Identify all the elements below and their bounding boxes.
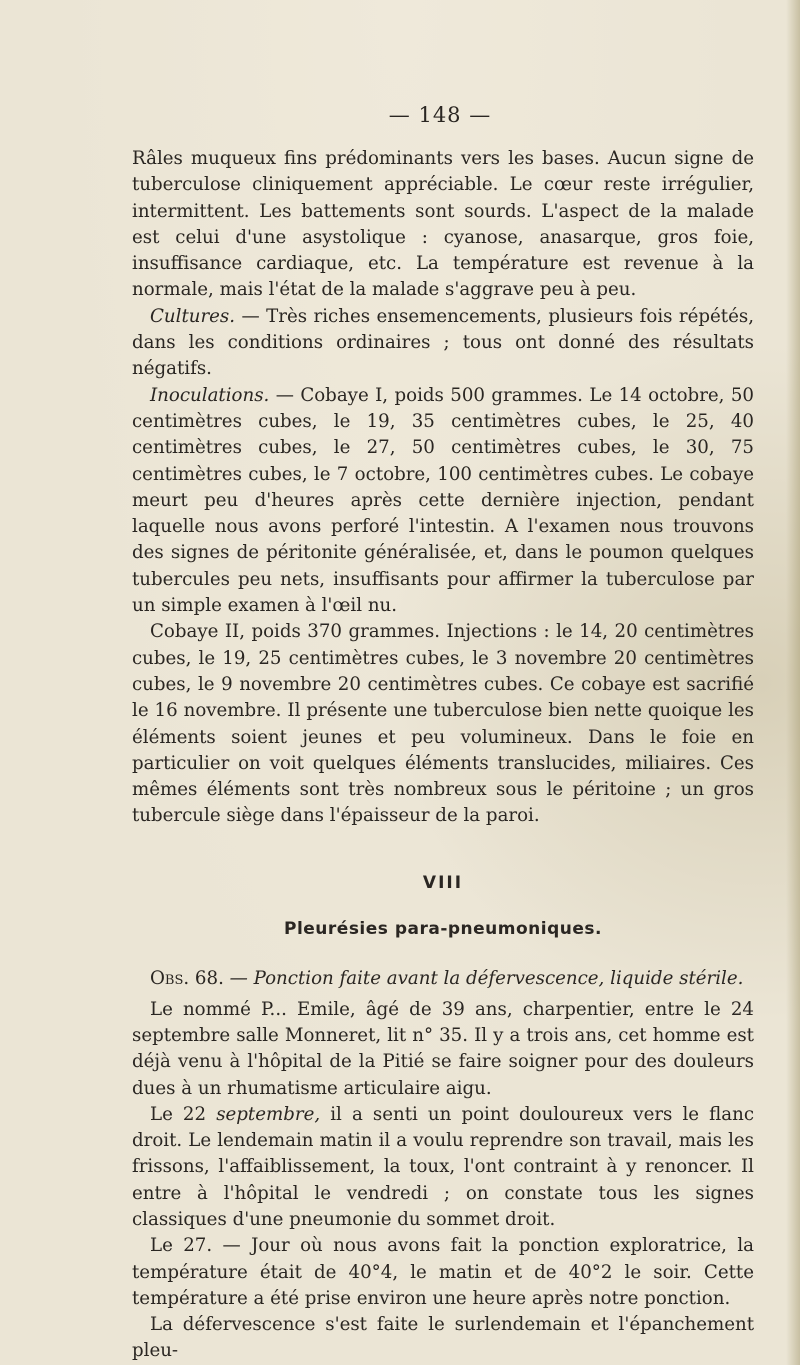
paragraph-lead: Inoculations.	[150, 384, 270, 406]
observation-label: Obs. 68.	[150, 968, 224, 990]
paragraph-lead: Cultures.	[150, 305, 236, 327]
page-number: — 148 —	[388, 103, 492, 127]
paragraph-body: — Cobaye I, poids 500 grammes. Le 14 octobre, 50 centimètres cubes, le 19, 35 centimètres cubes, le 25, 40 centimètres cubes, le 27, 50 centimètres cubes, le 30, 75 centimètres cubes, le 7 octobre, 100 centimètres cubes. Le cobaye meurt peu d'heures après cette dernière injection, pendant laquelle nous avons perforé l'intestin. A l'examen nous trouvons des signes de péritonite généralisée, et, dans le poumon quelques tubercules peu nets, insuffisants pour affirmer la tuberculose par un simple examen à l'œil nu.	[132, 384, 754, 617]
paragraph-cultures	[132, 304, 754, 383]
section-title: Pleurésies para-pneumoniques.	[283, 919, 602, 940]
observation-heading	[132, 966, 754, 992]
paragraph-lead: septembre,	[216, 1103, 321, 1125]
paragraph-le-27: Le 27. — Jour où nous avons fait la ponction exploratrice, la température était de 40°4, le matin et de 40°2 le soir. Cette température a été prise environ une heure après notre ponction.	[132, 1235, 754, 1309]
paragraph-body: — Très riches ensemencements, plusieurs fois répétés, dans les conditions ordinaires ; tous ont donné des résultats négatifs.	[132, 305, 754, 380]
observation-title: — Ponction faite avant la défervescence, liquide stérile.	[223, 968, 744, 990]
paragraph-lead-plain: Le 22	[150, 1103, 217, 1125]
paragraph-defervescence: La défervescence s'est faite le surlendemain et l'épanchement pleu-	[132, 1314, 754, 1362]
paragraph-patient: Le nommé P... Emile, âgé de 39 ans, charpentier, entre le 24 septembre salle Monneret, lit n° 35. Il y a trois ans, cet homme est déjà venu à l'hôpital de la Pitié se faire soigner pour des douleurs dues à un rhumatisme articulaire aigu.	[132, 998, 754, 1099]
section-number: VIII	[422, 872, 464, 893]
paragraph-body: il a senti un point douloureux vers le flanc droit. Le lendemain matin il a voulu reprendre son travail, mais les frissons, l'affaiblissement, la toux, l'ont contraint à y renoncer. Il entre à l'hôpital le vendredi ; on constate tous les signes classiques d'une pneumonie du sommet droit.	[132, 1103, 755, 1230]
paragraph-inoculations	[132, 383, 754, 620]
paragraph-cobaye-ii: Cobaye II, poids 370 grammes. Injections : le 14, 20 centimètres cubes, le 19, 25 centimètres cubes, le 3 novembre 20 centimètres cubes, le 9 novembre 20 centimètres cubes. Ce cobaye est sacrifié le 16 novembre. Il présente une tuberculose bien nette quoique les éléments soient jeunes et peu volumineux. Dans le foie en particulier on voit quelques éléments translucides, miliaires. Ces mêmes éléments sont très nombreux sous le péritoine ; un gros tubercule siège dans l'épaisseur de la paroi.	[132, 621, 754, 827]
paragraph-22-septembre	[132, 1102, 754, 1233]
body-text	[132, 146, 754, 1365]
paragraph-rales: Râles muqueux fins prédominants vers les bases. Aucun signe de tuberculose cliniquement appréciable. Le cœur reste irrégulier, intermittent. Les battements sont sourds. L'aspect de la malade est celui d'une asystolique : cyanose, anasarque, gros foie, insuffisance cardiaque, etc. La température est revenue à la normale, mais l'état de la malade s'aggrave peu à peu.	[132, 148, 754, 301]
